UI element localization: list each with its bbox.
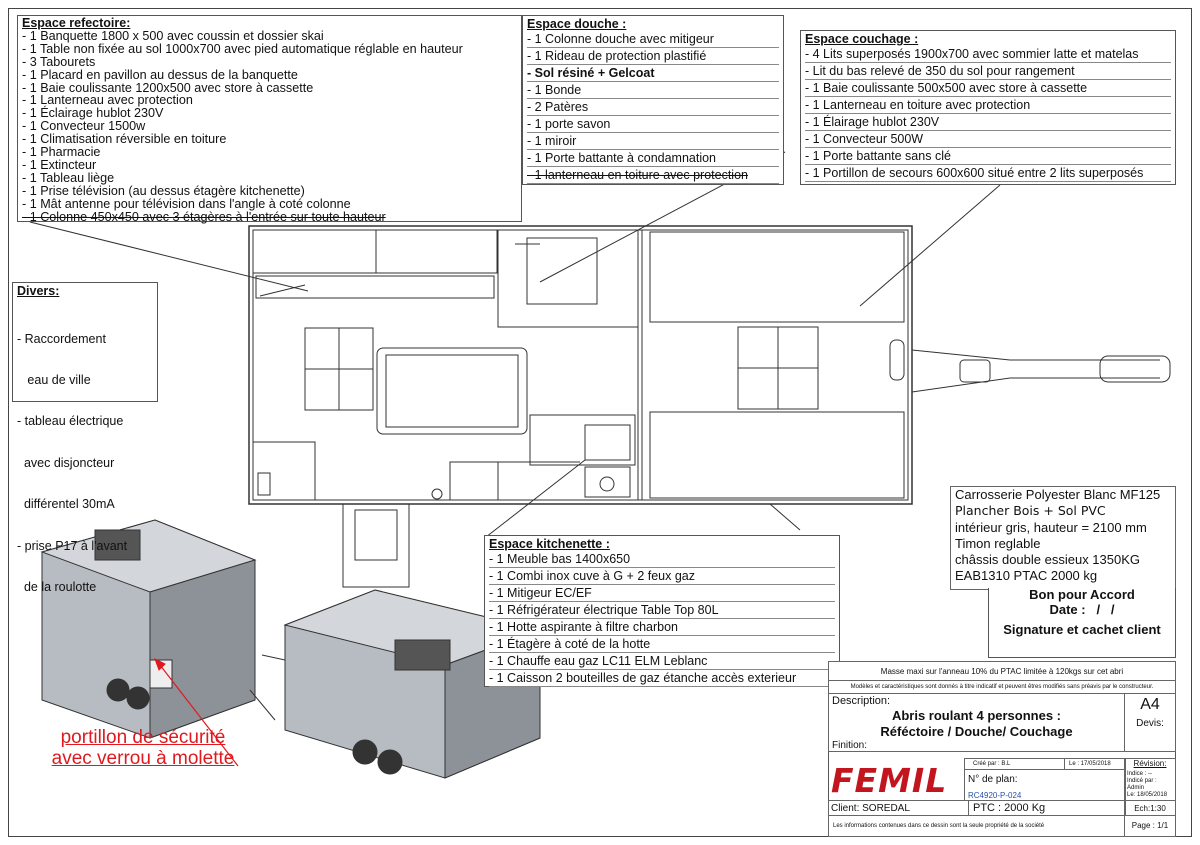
indice-le: Le: 18/05/2018 [1127,792,1168,798]
list-item: - Raccordement [17,331,106,346]
divers-list [13,298,157,622]
list-item: - tableau électrique [17,414,124,429]
annotation-line: avec verrou à molette [51,748,235,769]
refectoire-title: Espace refectoire: [22,16,131,30]
leader-kitchenette [486,460,585,537]
list-item: - 1 lanterneau en toiture avec protection [527,167,779,184]
refectoire-list [18,30,521,224]
list-item: - 1 Colonne douche avec mitigeur [527,31,779,48]
bed-top [650,232,904,322]
list-item: - 1 Placard en pavillon au dessus de la banquette [22,67,298,82]
list-item: - 1 Mât antenne pour télévision dans l'angle à coté colonne [22,196,351,211]
list-item: - 1 Porte battante à condamnation [527,150,779,167]
spec-line: Plancher Bois + Sol PVC [955,503,1106,519]
list-item: - 1 Réfrigérateur électrique Table Top 80L [489,602,835,619]
spec-line: intérieur gris, hauteur = 2100 mm [955,519,1147,535]
spec-line: châssis double essieux 1350KG [955,552,1141,568]
title-block [828,661,1176,837]
table [377,348,527,434]
couchage-title: Espace couchage : [805,32,919,46]
kitchenette-list [485,551,839,687]
list-item: - 3 Tabourets [22,54,96,69]
finition-label: Finition: [832,740,868,751]
list-item: - 1 Élairage hublot 230V [805,114,1171,131]
description-cell [828,693,1125,752]
list-item: - 4 Lits superposés 1900x700 avec sommier latte et matelas [805,46,1171,63]
annotation-line: portillon de sécurité [60,727,226,748]
list-item: - 1 Hotte aspirante à filtre charbon [489,619,835,636]
accord-date: Date : / / [1049,601,1115,617]
masse-note: Masse maxi sur l'anneau 10% du PTAC limitée à 120kgs sur cet abri [828,661,1176,681]
echelle: Ech:1:30 [1124,800,1176,816]
accord-box [988,588,1176,658]
couchage-box [800,30,1176,185]
list-item: - 1 miroir [527,133,779,150]
plan-cell [964,769,1126,801]
list-item: - 1 Meuble bas 1400x650 [489,551,835,568]
floor-plan-outline [249,226,912,504]
revision-label: Révision: [1133,759,1167,768]
client: Client: SOREDAL [828,800,969,816]
revision-cell [1124,758,1176,801]
list-item: - 1 Mitigeur EC/EF [489,585,835,602]
list-item: - 1 Prise télévision (au dessus étagère kitchenette) [22,183,305,198]
plan-label: N° de plan: [968,774,1018,785]
list-item: de la roulotte [17,580,97,595]
douche-box [522,15,784,185]
caracteristiques-note: Modèles et caractéristiques sont donnés à titre indicatif et peuvent êtres modifiés sans préavis par le constructeur. [828,680,1176,694]
list-item: - 1 Baie coulissante 1200x500 avec store à cassette [22,80,314,95]
bed-bottom [650,412,904,498]
cree-par: Créé par : B.L [964,758,1065,770]
ptc: PTC : 2000 Kg [968,800,1126,816]
douche-list [523,31,783,184]
list-item: - 1 Chauffe eau gaz LC11 ELM Leblanc [489,653,835,670]
list-item: - 1 Table non fixée au sol 1000x700 avec pied automatique réglable en hauteur [22,41,463,56]
list-item: - 1 porte savon [527,116,779,133]
refectoire-box [17,15,522,222]
format-value: A4 [1140,696,1160,713]
list-item: - 1 Climatisation réversible en toiture [22,132,227,147]
indice-par: Indicé par : Admin [1127,778,1157,791]
list-item: - 1 Colonne 450x450 avec 3 étagères à l'entrée sur toute hauteur [22,209,386,224]
description-line: Réféctoire / Douche/ Couchage [880,724,1073,739]
list-item: - prise P17 à l'avant [17,538,128,553]
list-item: - 2 Patères [527,99,779,116]
list-item: - 1 Portillon de secours 600x600 situé entre 2 lits superposés [805,165,1171,182]
list-item: - Sol résiné + Gelcoat [527,65,779,82]
cree-date: Le : 17/05/2018 [1064,758,1126,770]
list-item: - 1 Convecteur 1500w [22,119,146,134]
spec-line: Carrosserie Polyester Blanc MF125 [955,487,1161,502]
list-item: différentel 30mA [17,497,115,512]
divers-box [12,282,158,595]
leader-refectoire [30,222,308,291]
indice: Indice : -- [1127,771,1153,777]
devis-label: Devis: [1136,718,1164,729]
list-item: - 1 Extincteur [22,157,97,172]
list-item: - 1 Pharmacie [22,145,101,160]
list-item: - 1 Baie coulissante 500x500 avec store à cassette [805,80,1171,97]
couchage-list [801,46,1175,182]
list-item: - 1 Étagère à coté de la hotte [489,636,835,653]
divers-title: Divers: [17,284,60,298]
kitchenette-box [484,535,840,687]
security-annotation [30,727,256,769]
list-item: - 1 Caisson 2 bouteilles de gaz étanche accès exterieur [489,670,835,687]
description-label: Description: [832,695,891,707]
format-cell [1124,693,1176,752]
list-item: - 1 Convecteur 500W [805,131,1171,148]
list-item: - 1 Combi inox cuve à G + 2 feux gaz [489,568,835,585]
femil-logo: FEMIL [831,761,948,800]
leader-couchage [860,185,1000,306]
list-item: - 1 Bonde [527,82,779,99]
accord-signature: Signature et cachet client [1003,622,1161,637]
list-item: eau de ville [17,373,91,388]
douche-title: Espace douche : [527,17,627,31]
list-item: - 1 Éclairage hublot 230V [22,106,164,121]
kitchenette-title: Espace kitchenette : [489,537,610,551]
list-item: avec disjoncteur [17,455,115,470]
plan-number: RC4920-P-024 [968,791,1022,800]
list-item: - 1 Lanterneau en toiture avec protection [805,97,1171,114]
list-item: - 1 Tableau liège [22,170,115,185]
accord-label: Bon pour Accord [1029,587,1135,602]
list-item: - Lit du bas relevé de 350 du sol pour rangement [805,63,1171,80]
propriete-note: Les informations contenues dans ce dessin sont la seule propriété de la société [828,815,1125,837]
list-item: - 1 Lanterneau avec protection [22,93,193,108]
spec-line: EAB1310 PTAC 2000 kg [955,568,1098,584]
description-line: Abris roulant 4 personnes : [891,708,1062,723]
carrosserie-box [950,486,1176,590]
list-item: - 1 Banquette 1800 x 500 avec coussin et dossier skai [22,28,324,43]
spec-line: Timon reglable [955,535,1041,551]
list-item: - 1 Porte battante sans clé [805,148,1171,165]
list-item: - 1 Rideau de protection plastifié [527,48,779,65]
page-number: Page : 1/1 [1124,815,1176,837]
